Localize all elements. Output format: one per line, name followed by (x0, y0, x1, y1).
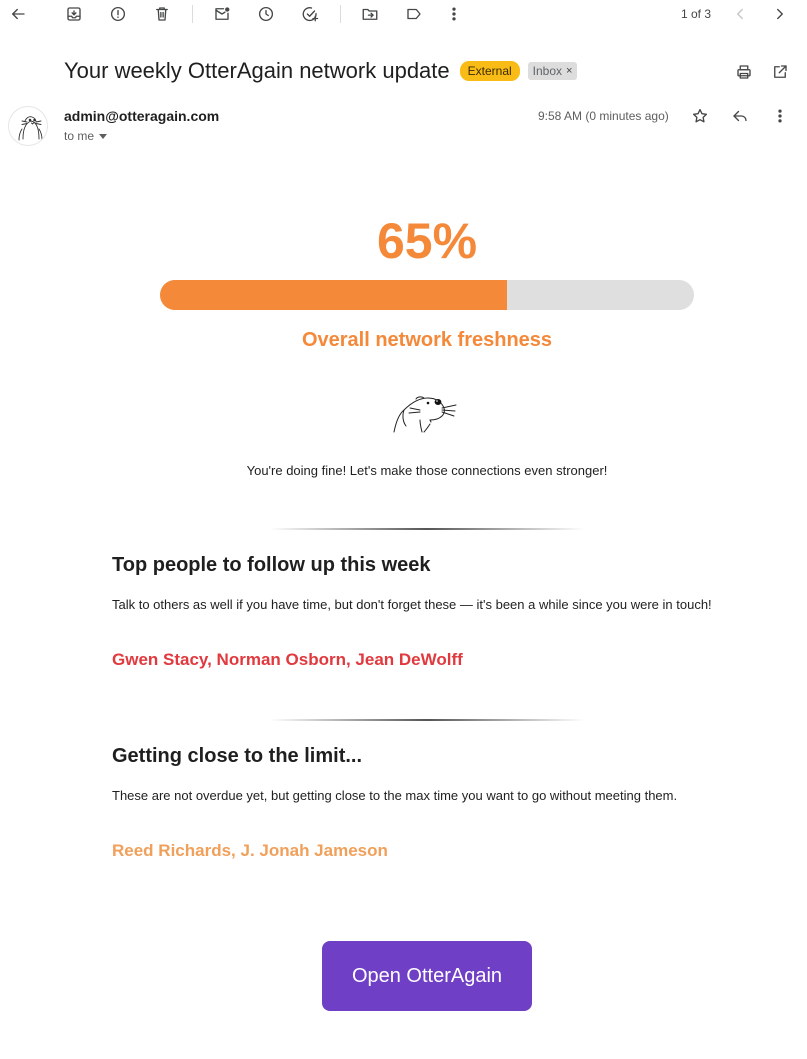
sender-email[interactable]: admin@otteragain.com (64, 108, 220, 124)
recipient-details-toggle[interactable] (64, 129, 108, 143)
pagination-count: 1 of 3 (681, 7, 712, 21)
mark-unread-icon[interactable] (210, 2, 234, 26)
label-icon[interactable] (402, 2, 426, 26)
follow-up-names: Gwen Stacy, Norman Osborn, Jean DeWolff (112, 650, 463, 669)
close-limit-description: These are not overdue yet, but getting close to the max time you want to go without meeting them. (112, 788, 678, 803)
close-limit-names: Reed Richards, J. Jonah Jameson (112, 841, 388, 860)
star-icon[interactable] (689, 105, 711, 127)
archive-icon[interactable] (62, 2, 86, 26)
report-spam-icon[interactable] (106, 2, 130, 26)
print-icon[interactable] (733, 61, 755, 83)
chevron-right-icon[interactable] (768, 2, 792, 26)
external-label-badge: External (460, 61, 520, 81)
close-limit-heading: Getting close to the limit... (112, 745, 363, 767)
otter-illustration (390, 384, 462, 436)
inbox-label-badge (528, 62, 578, 80)
remove-label-icon[interactable]: × (566, 65, 573, 77)
follow-up-heading: Top people to follow up this week (112, 554, 431, 576)
move-to-icon[interactable] (358, 2, 382, 26)
message-more-vert-icon[interactable] (769, 105, 791, 127)
inbox-label-text: Inbox (532, 64, 563, 78)
section-divider (270, 719, 584, 721)
caret-down-icon (98, 131, 108, 141)
snooze-icon[interactable] (254, 2, 278, 26)
reply-icon[interactable] (729, 105, 751, 127)
email-timestamp: 9:58 AM (0 minutes ago) (538, 109, 669, 123)
toolbar-divider (340, 5, 341, 23)
toolbar-divider (192, 5, 193, 23)
encouragement-text: You're doing fine! Let's make those connections even stronger! (246, 463, 608, 478)
section-divider (270, 528, 584, 530)
open-in-new-window-icon[interactable] (769, 61, 791, 83)
delete-icon[interactable] (150, 2, 174, 26)
open-otteragain-button[interactable]: Open OtterAgain (322, 941, 532, 1011)
message-toolbar (0, 0, 807, 28)
freshness-progress-bar (160, 280, 694, 310)
recipient-label: to me (64, 129, 95, 143)
freshness-label: Overall network freshness (301, 329, 553, 351)
freshness-percent: 65% (376, 213, 478, 269)
email-subject: Your weekly OtterAgain network update (64, 58, 450, 83)
sender-avatar[interactable] (8, 106, 48, 146)
add-task-icon[interactable] (298, 2, 322, 26)
freshness-progress-fill (160, 280, 507, 310)
follow-up-description: Talk to others as well if you have time, but don't forget these — it's been a while since you were in touch! (112, 597, 712, 612)
back-arrow-icon[interactable] (6, 2, 30, 26)
more-vert-icon[interactable] (442, 2, 466, 26)
email-subject-row (64, 58, 577, 84)
chevron-left-icon[interactable] (728, 2, 752, 26)
